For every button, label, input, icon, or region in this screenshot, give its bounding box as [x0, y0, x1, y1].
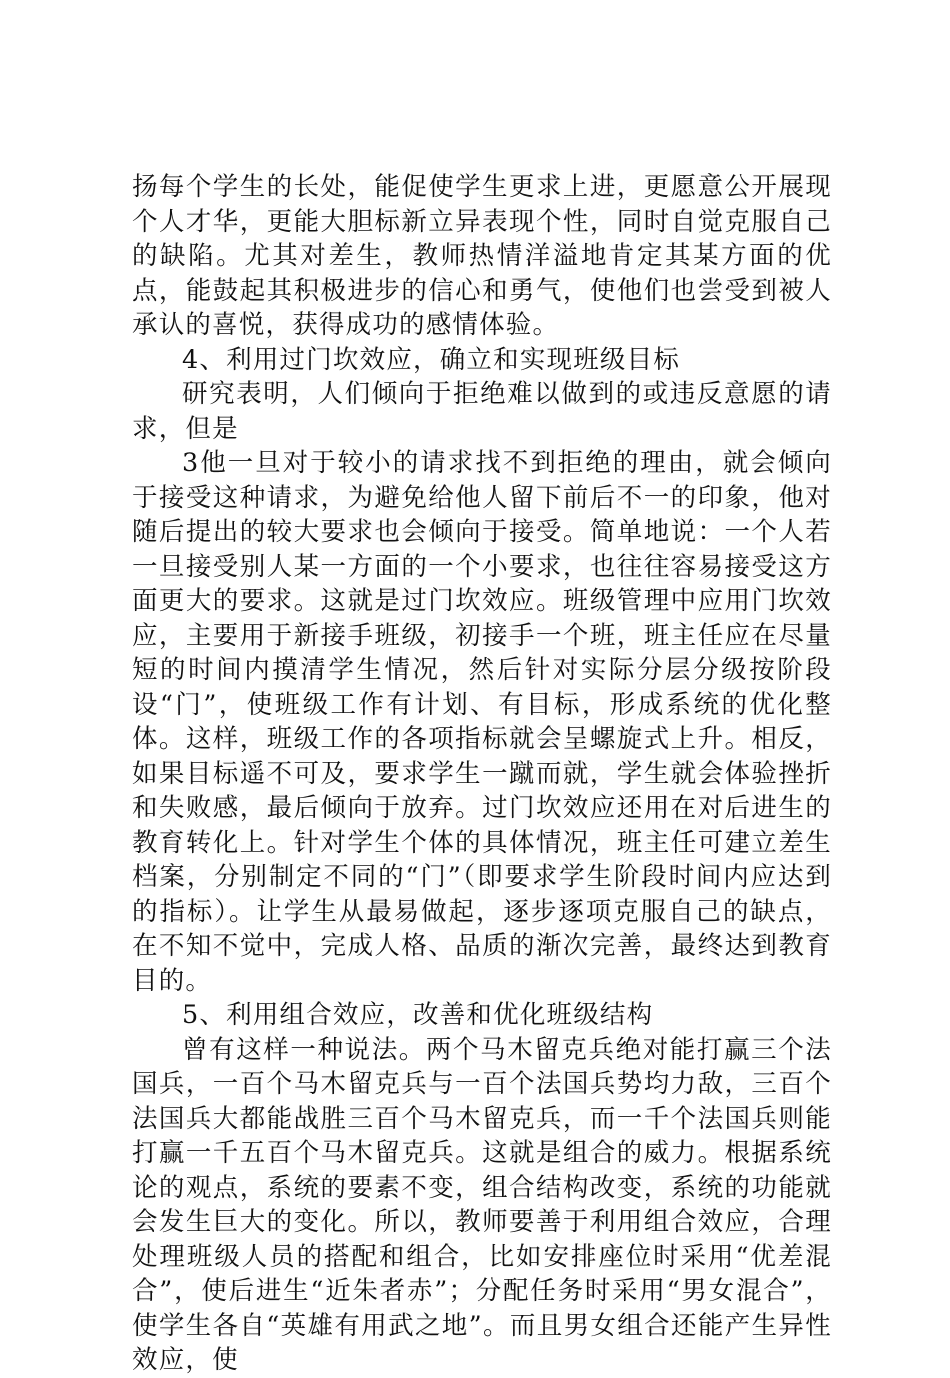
- section-heading-4: 4、利用过门坎效应，确立和实现班级目标: [182, 344, 681, 375]
- paragraph-combination-effect: 曾有这样一种说法。两个马木留克兵绝对能打赢三个法国兵，一百个马木留克兵与一百个法国兵势均力敌，三百个法国兵大都能战胜三百个马木留克兵，而一千个法国兵则能打赢一千五百个马木留克兵。这就是组合的威力。根据系统论的观点，系统的要素不变，组合结构改变，系统的功能就会发生巨大的变化。所以，教师要善于利用组合效应，合理处理班级人员的搭配和组合，比如安排座位时采用“优差混合”，使后进生“近朱者赤”；分配任务时采用“男女混合”，使学生各自“英雄有用武之地”。而且男女组合还能产生异性效应，使: [132, 1034, 832, 1375]
- paragraph-threshold-effect: 3他一旦对于较小的请求找不到拒绝的理由，就会倾向于接受这种请求，为避免给他人留下前后不一的印象，他对随后提出的较大要求也会倾向于接受。简单地说：一个人若一旦接受别人某一方面的一个小要求，也往往容易接受这方面更大的要求。这就是过门坎效应。班级管理中应用门坎效应，主要用于新接手班级，初接手一个班，班主任应在尽量短的时间内摸清学生情况，然后针对实际分层分级按阶段设“门”，使班级工作有计划、有目标，形成系统的优化整体。这样，班级工作的各项指标就会呈螺旋式上升。相反，如果目标遥不可及，要求学生一蹴而就，学生就会体验挫折和失败感，最后倾向于放弃。过门坎效应还用在对后进生的教育转化上。针对学生个体的具体情况，班主任可建立差生档案，分别制定不同的“门”（即要求学生阶段时间内应达到的指标）。让学生从最易做起，逐步逐项克服自己的缺点，在不知不觉中，完成人格、品质的渐次完善，最终达到教育目的。: [132, 448, 832, 996]
- section-heading-5: 5、利用组合效应，改善和优化班级结构: [182, 1000, 654, 1030]
- document-body: [132, 170, 832, 1378]
- paragraph-continuation: 扬每个学生的长处，能促使学生更求上进，更愿意公开展现个人才华，更能大胆标新立异表现个性，同时自觉克服自己的缺陷。尤其对差生，教师热情洋溢地肯定其某方面的优点，能鼓起其积极进步的信心和勇气，使他们也尝受到被人承认的喜悦，获得成功的感情体验。: [132, 172, 832, 340]
- paragraph-research: 研究表明，人们倾向于拒绝难以做到的或违反意愿的请求，但是: [132, 379, 832, 444]
